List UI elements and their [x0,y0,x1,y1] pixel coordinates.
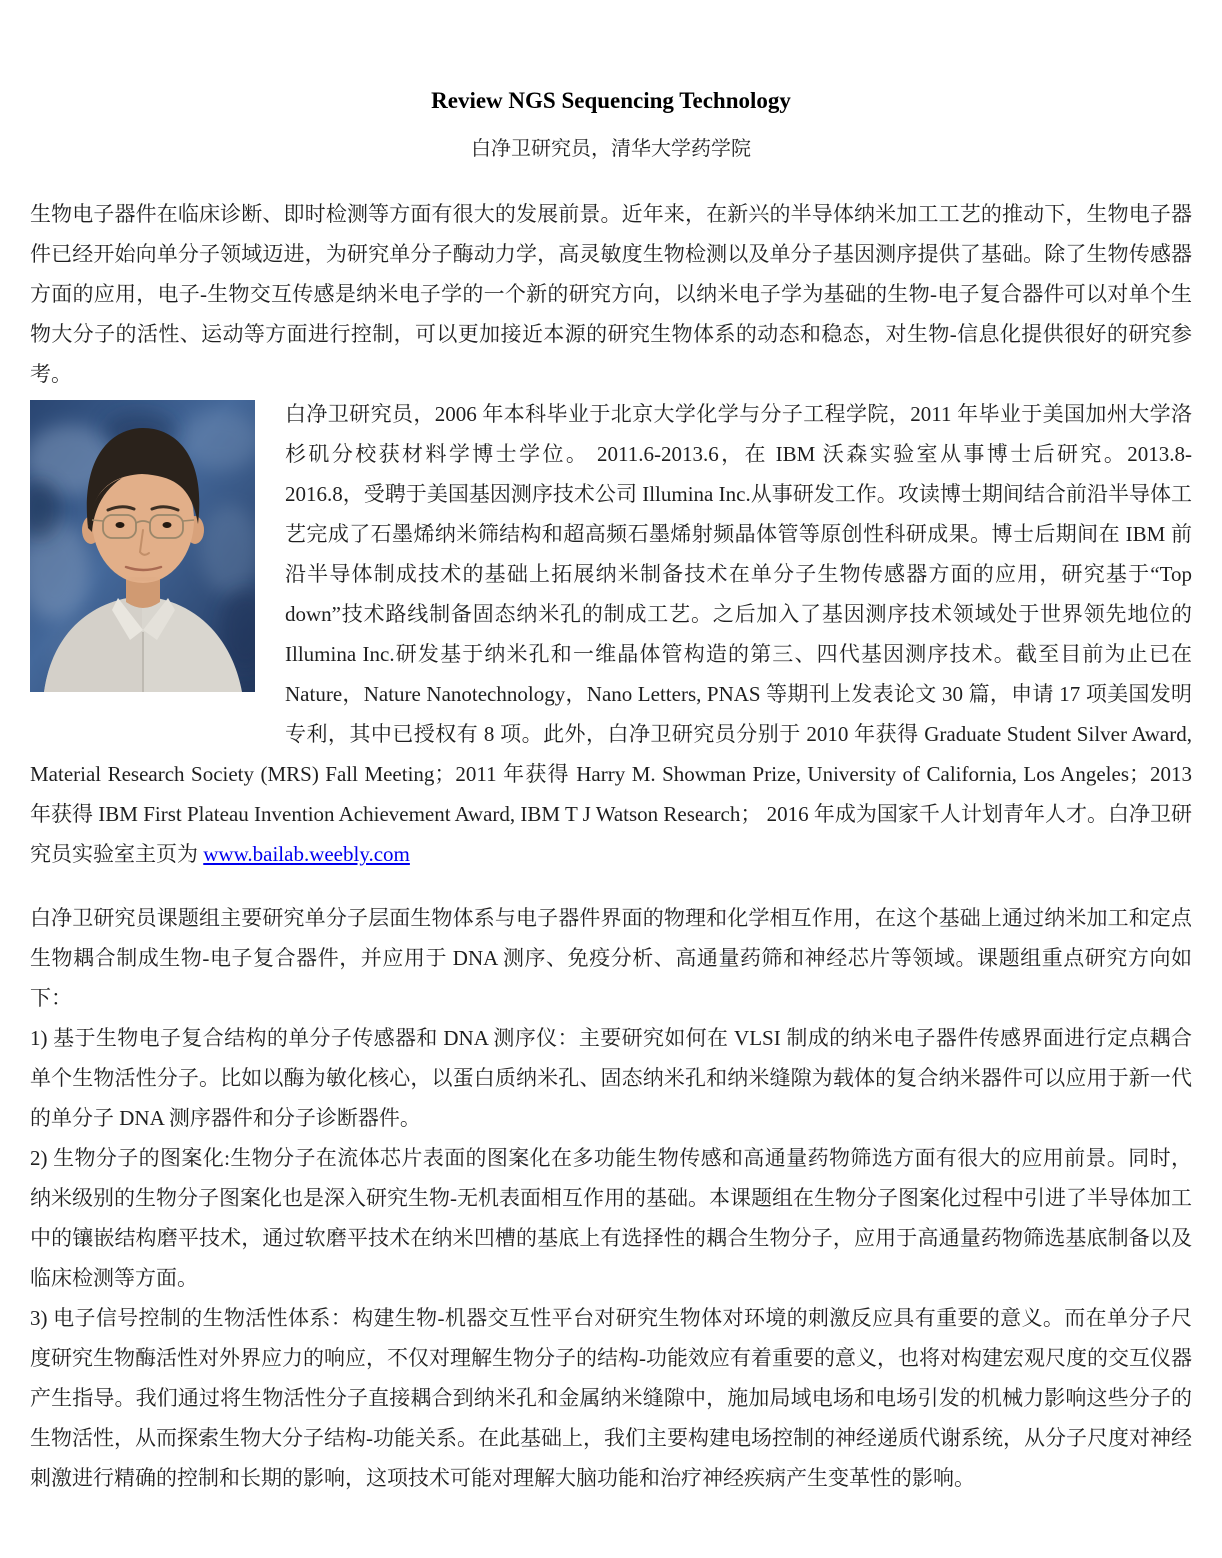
research-directions [30,1018,1192,1498]
overview-paragraph: 白净卫研究员课题组主要研究单分子层面生物体系与电子器件界面的物理和化学相互作用，在这个基础上通过纳米加工和定点生物耦合制成生物-电子复合器件，并应用于 DNA 测序、免疫分析、高通量药筛和神经芯片等领域。课题组重点研究方向如下： [30,906,1192,1010]
research-direction-1: 1) 基于生物电子复合结构的单分子传感器和 DNA 测序仪：主要研究如何在 VLSI 制成的纳米电子器件传感界面进行定点耦合单个生物活性分子。比如以酶为敏化核心，以蛋白质纳米孔、固态纳米孔和纳米缝隙为载体的复合纳米器件可以应用于新一代的单分子 DNA 测序器件和分子诊断器件。 [30,1026,1192,1130]
lab-homepage-link[interactable]: www.bailab.weebly.com [203,842,410,866]
research-direction-2: 2) 生物分子的图案化:生物分子在流体芯片表面的图案化在多功能生物传感和高通量药物筛选方面有很大的应用前景。同时，纳米级别的生物分子图案化也是深入研究生物-无机表面相互作用的基础。本课题组在生物分子图案化过程中引进了半导体加工中的镶嵌结构磨平技术，通过软磨平技术在纳米凹槽的基底上有选择性的耦合生物分子，应用于高通量药物筛选基底制备以及临床检测等方面。 [30,1146,1192,1290]
portrait-photo-image [30,400,255,692]
page-title: Review NGS Sequencing Technology [431,88,791,113]
subtitle: 白净卫研究员，清华大学药学院 [471,138,751,160]
bio-section [30,394,1192,874]
intro-paragraph: 生物电子器件在临床诊断、即时检测等方面有很大的发展前景。近年来，在新兴的半导体纳米加工工艺的推动下，生物电子器件已经开始向单分子领域迈进，为研究单分子酶动力学，高灵敏度生物检测以及单分子基因测序提供了基础。除了生物传感器方面的应用，电子-生物交互传感是纳米电子学的一个新的研究方向，以纳米电子学为基础的生物-电子复合器件可以对单个生物大分子的活性、运动等方面进行控制，可以更加接近本源的研究生物体系的动态和稳态，对生物-信息化提供很好的研究参考。 [30,202,1192,386]
research-direction-3: 3) 电子信号控制的生物活性体系：构建生物-机器交互性平台对研究生物体对环境的刺激反应具有重要的意义。而在单分子尺度研究生物酶活性对外界应力的响应，不仅对理解生物分子的结构-功能效应有着重要的意义，也将对构建宏观尺度的交互仪器产生指导。我们通过将生物活性分子直接耦合到纳米孔和金属纳米缝隙中，施加局域电场和电场引发的机械力影响这些分子的生物活性，从而探索生物大分子结构-功能关系。在此基础上，我们主要构建电场控制的神经递质代谢系统，从分子尺度对神经刺激进行精确的控制和长期的影响，这项技术可能对理解大脑功能和治疗神经疾病产生变革性的影响。 [30,1306,1192,1490]
portrait-photo [30,400,255,692]
bio-paragraph: 白净卫研究员，2006 年本科毕业于北京大学化学与分子工程学院，2011 年毕业于美国加州大学洛杉矶分校获材料学博士学位。 2011.6-2013.6，在 IBM 沃森实验室从事博士后研究。2013.8-2016.8，受聘于美国基因测序技术公司 Illumina Inc.从事研发工作。攻读博士期间结合前沿半导体工艺完成了石墨烯纳米筛结构和超高频石墨烯射频晶体管等原创性科研成果。博士后期间在 IBM 前沿半导体制成技术的基础上拓展纳米制备技术在单分子生物传感器方面的应用，研究基于“Top down”技术路线制备固态纳米孔的制成工艺。之后加入了基因测序技术领域处于世界领先地位的 Illumina Inc.研发基于纳米孔和一维晶体管构造的第三、四代基因测序技术。截至目前为止已在 Nature，Nature Nanotechnology，Nano Letters, PNAS 等期刊上发表论文 30 篇，申请 17 项美国发明专利，其中已授权有 8 项。此外，白净卫研究员分别于 2010 年获得 Graduate Student Silver Award, Material Research Society (MRS) Fall Meeting；2011 年获得 Harry M. Showman Prize, University of California, Los Angeles；2013 年获得 IBM First Plateau Invention Achievement Award, IBM T J Watson Research； 2016 年成为国家千人计划青年人才。白净卫研究员实验室主页为 [30,402,1192,866]
